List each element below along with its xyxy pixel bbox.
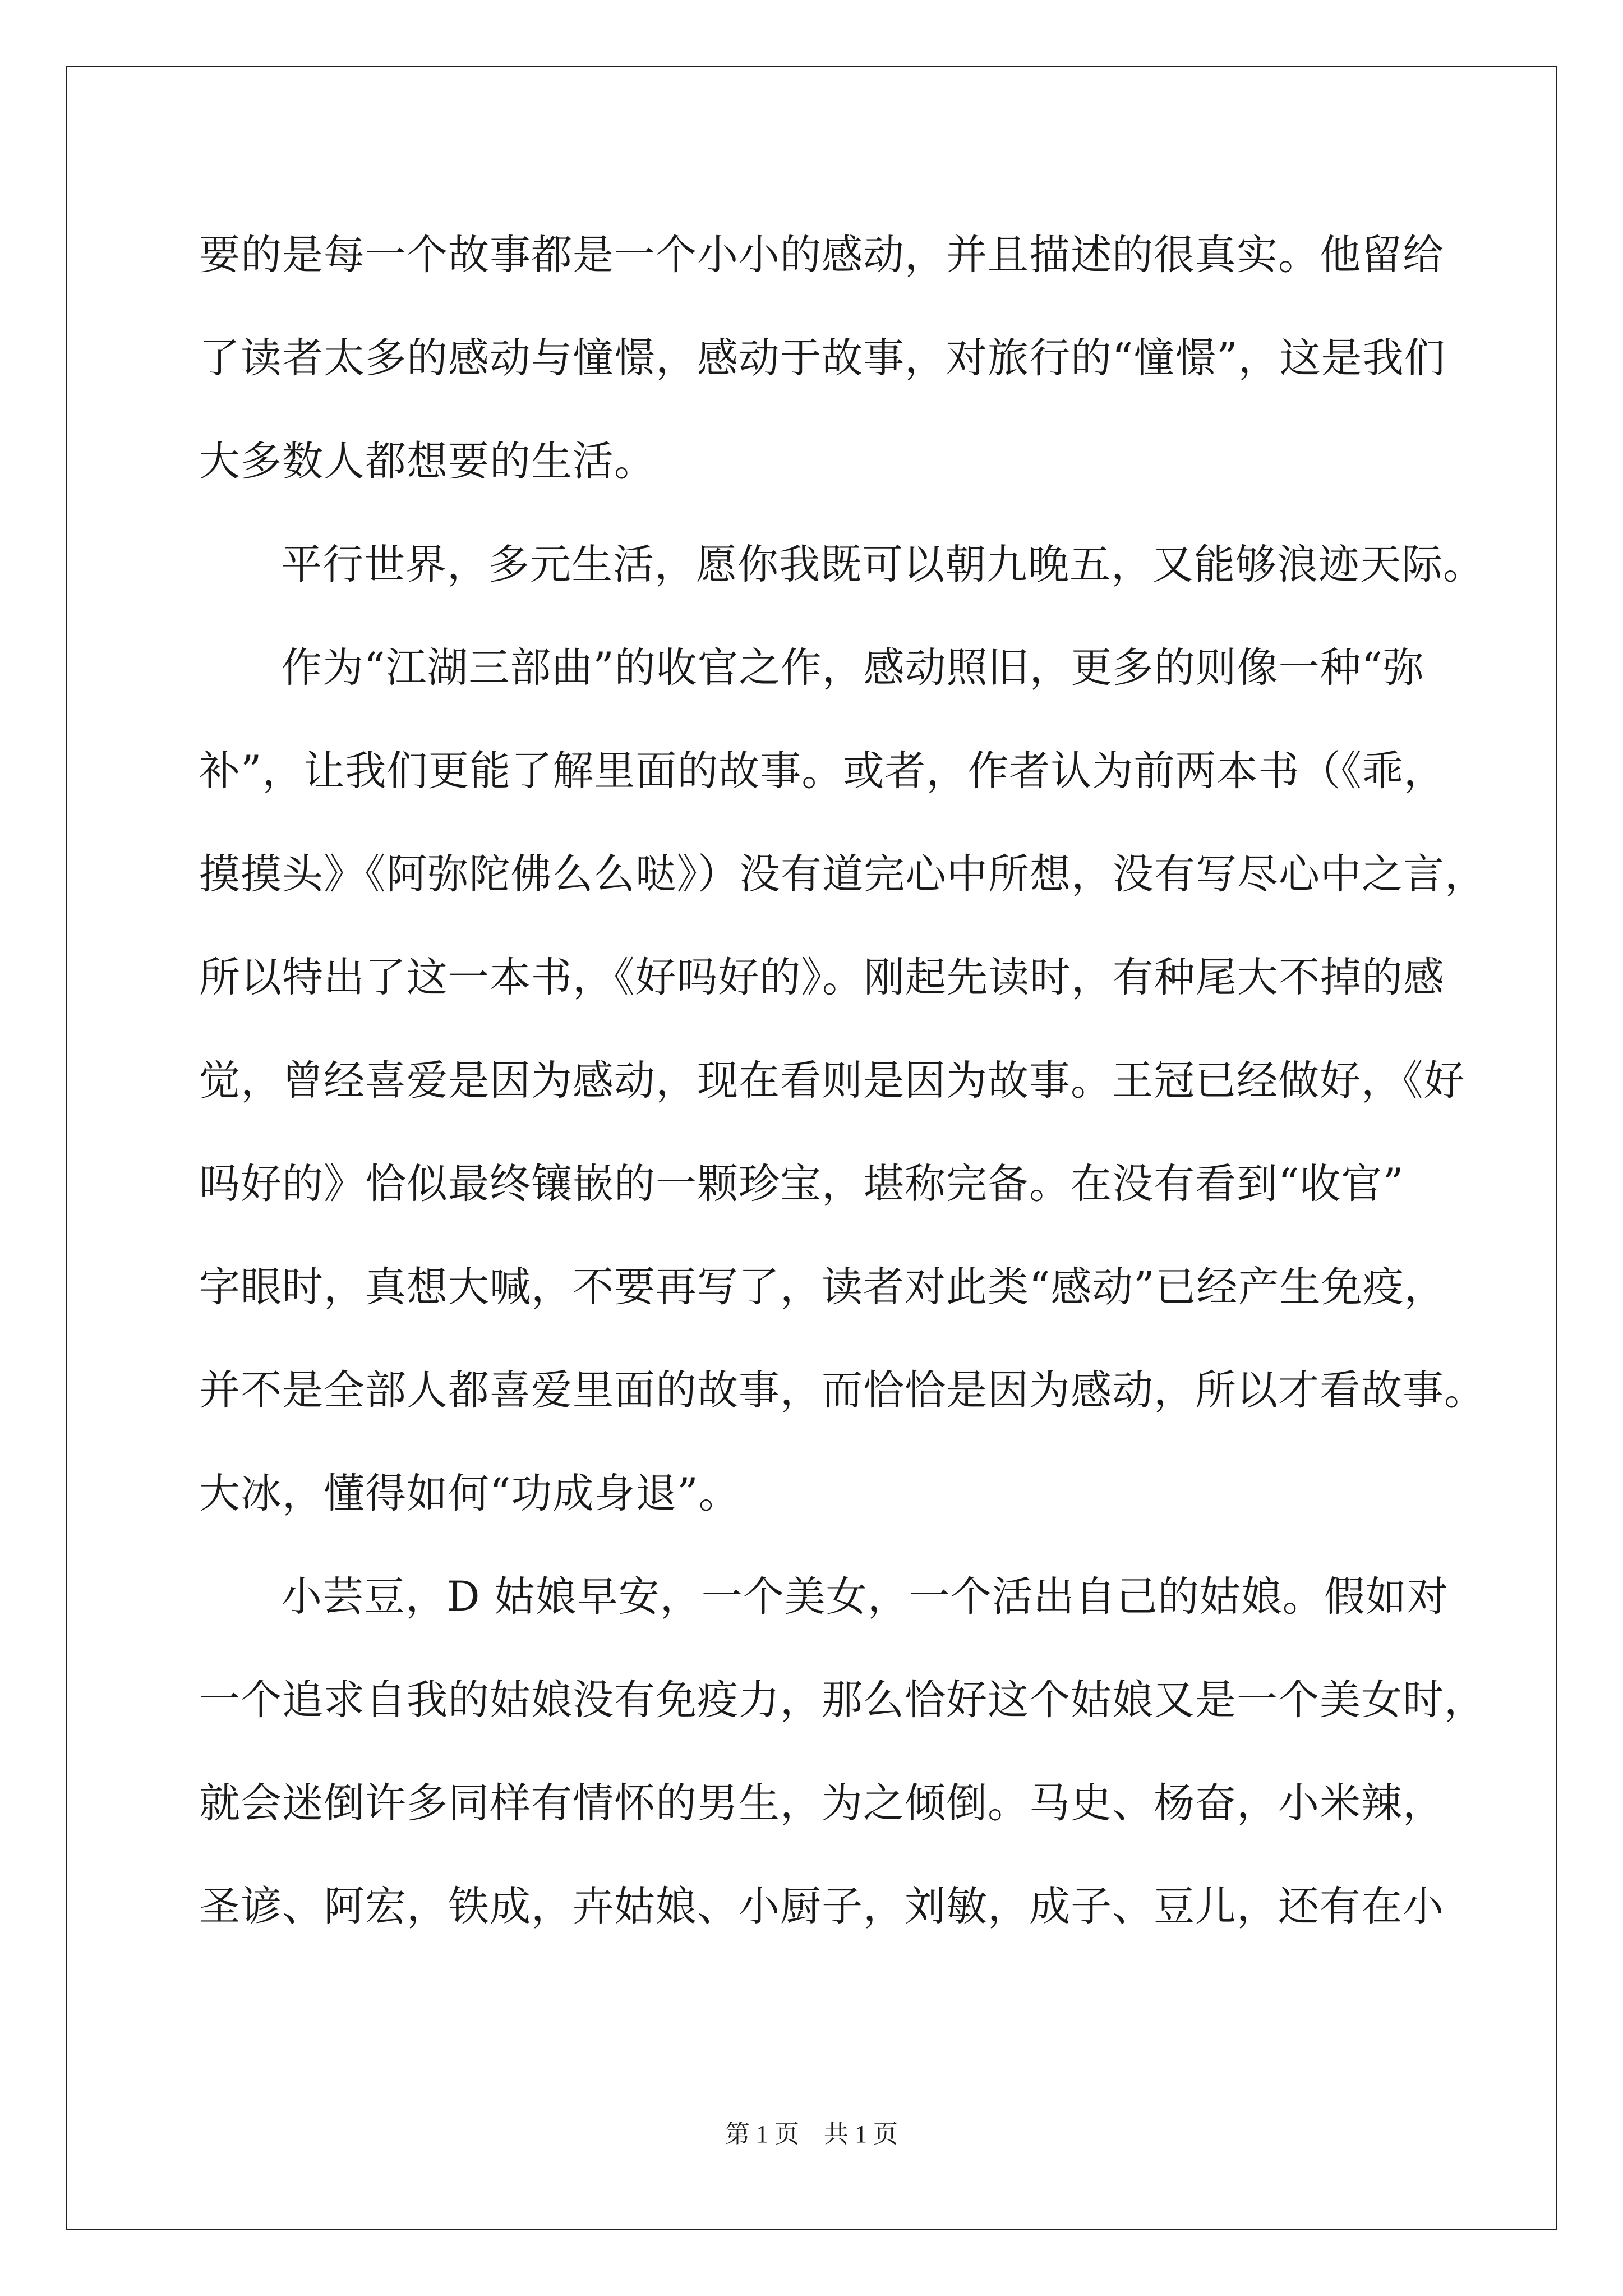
document-body (199, 204, 1486, 1958)
text-line: 补”，让我们更能了解里面的故事。或者，作者认为前两本书（《乖， (199, 747, 1445, 795)
text-line: 大多数人都想要的生活。 (199, 438, 656, 485)
text-line: 一个追求自我的姑娘没有免疫力，那么恰好这个姑娘又是一个美女时， (199, 1676, 1486, 1724)
text-line: 作为“江湖三部曲”的收官之作，感动照旧，更多的则像一种“弥 (281, 644, 1424, 692)
text-line: 平行世界，多元生活，愿你我既可以朝九晚五，又能够浪迹天际。 (281, 541, 1484, 588)
text-line: 要的是每一个故事都是一个小小的感动，并且描述的很真实。他留给 (199, 231, 1444, 279)
text-line: 觉，曾经喜爱是因为感动，现在看则是因为故事。王冠已经做好，《好 (199, 1057, 1465, 1105)
page-footer (0, 2118, 1623, 2151)
page-total: 共 1 页 (824, 2120, 898, 2148)
text-line: 并不是全部人都喜爱里面的故事，而恰恰是因为感动，所以才看故事。 (199, 1366, 1486, 1414)
text-line: 摸摸头》《阿弥陀佛么么哒》）没有道完心中所想，没有写尽心中之言， (199, 850, 1486, 898)
text-line: 圣谚、阿宏，铁成，卉姑娘、小厨子，刘敏，成子、豆儿，还有在小 (199, 1883, 1444, 1930)
text-line: 所以特出了这一本书，《好吗好的》。刚起先读时，有种尾大不掉的感 (199, 954, 1445, 1001)
text-line: 小芸豆，D 姑娘早安，一个美女，一个活出自己的姑娘。假如对 (281, 1573, 1449, 1621)
text-line: 字眼时，真想大喊，不要再写了，读者对此类“感动”已经产生免疫， (199, 1263, 1446, 1311)
text-line: 就会迷倒许多同样有情怀的男生，为之倾倒。马史、杨奋，小米辣， (199, 1779, 1444, 1827)
text-line: 大冰，懂得如何“功成身退”。 (199, 1470, 740, 1517)
text-line: 吗好的》恰似最终镶嵌的一颗珍宝，堪称完备。在没有看到“收官” (199, 1160, 1404, 1208)
text-line: 了读者太多的感动与憧憬，感动于故事，对旅行的“憧憬”，这是我们 (199, 334, 1446, 382)
page-number: 第 1 页 (725, 2120, 799, 2148)
